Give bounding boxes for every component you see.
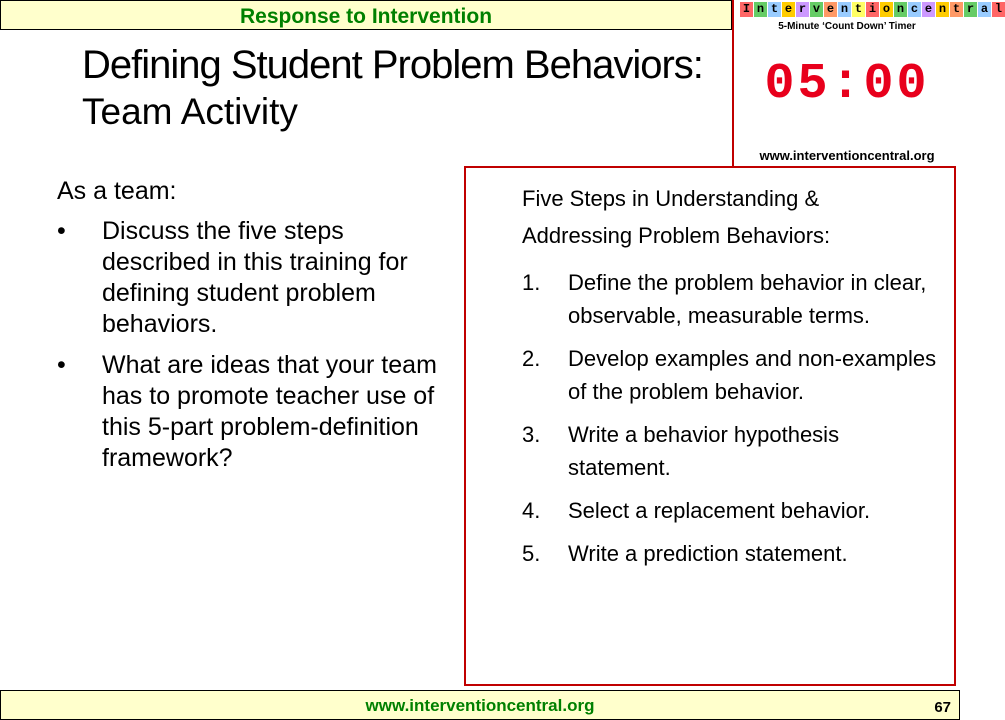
step-text: Write a prediction statement. xyxy=(568,541,848,566)
brand-letter: n xyxy=(936,2,949,17)
header-band xyxy=(0,0,732,30)
slide-title-line2: Team Activity xyxy=(82,91,298,132)
brand-letter: t xyxy=(852,2,865,17)
five-steps-heading: Five Steps in Understanding & Addressing Problem Behaviors: xyxy=(522,186,831,248)
slide-title-line1: Defining Student Problem Behaviors: xyxy=(82,43,703,87)
slide-title xyxy=(82,40,732,134)
brand-letter: o xyxy=(880,2,893,17)
timer-display: 05:00 xyxy=(764,56,930,113)
header-title: Response to Intervention xyxy=(239,5,493,28)
brand-letter: n xyxy=(894,2,907,17)
step-item xyxy=(522,537,942,570)
timer-subtitle: 5-Minute ‘Count Down’ Timer xyxy=(778,21,916,32)
brand-letter: i xyxy=(866,2,879,17)
brand-letter: r xyxy=(964,2,977,17)
brand-letter: n xyxy=(754,2,767,17)
step-item xyxy=(522,494,942,527)
brand-letter: v xyxy=(810,2,823,17)
step-item xyxy=(522,342,942,408)
brand-letter: t xyxy=(768,2,781,17)
step-number: 2. xyxy=(522,346,541,371)
brand-letter: I xyxy=(740,2,753,17)
step-text: Develop examples and non-examples of the problem behavior. xyxy=(568,346,937,404)
brand-letter: a xyxy=(978,2,991,17)
brand-letter: r xyxy=(796,2,809,17)
footer-url[interactable]: www.interventioncentral.org xyxy=(365,696,595,715)
page-number: 67 xyxy=(934,699,951,716)
brand-letter: e xyxy=(824,2,837,17)
team-instructions xyxy=(57,177,437,484)
bullet-text: What are ideas that your team has to promote teacher use of this 5-part problem-definition framework? xyxy=(102,351,437,472)
bullet-mark: • xyxy=(57,351,66,379)
step-text: Write a behavior hypothesis statement. xyxy=(568,422,840,480)
step-item xyxy=(522,266,942,332)
instructions-intro: As a team: xyxy=(57,177,177,205)
brand-letter: l xyxy=(992,2,1005,17)
step-item xyxy=(522,418,942,484)
steps-list xyxy=(522,266,942,580)
step-text: Select a replacement behavior. xyxy=(568,498,871,523)
brand-letter: n xyxy=(838,2,851,17)
instruction-bullet xyxy=(57,216,437,340)
step-number: 4. xyxy=(522,498,541,523)
step-number: 3. xyxy=(522,422,541,447)
brand-letter: c xyxy=(908,2,921,17)
bullet-mark: • xyxy=(57,217,66,245)
countdown-timer xyxy=(732,0,1003,166)
brand-letter: e xyxy=(782,2,795,17)
five-steps-panel xyxy=(464,166,956,686)
timer-brand-logo xyxy=(740,2,1005,17)
bullet-text: Discuss the five steps described in this training for defining student problem behaviors. xyxy=(102,217,408,338)
step-number: 5. xyxy=(522,541,541,566)
timer-url: www.interventioncentral.org xyxy=(759,148,935,163)
brand-letter: t xyxy=(950,2,963,17)
brand-letter: e xyxy=(922,2,935,17)
step-number: 1. xyxy=(522,270,541,295)
instruction-bullet xyxy=(57,350,437,474)
step-text: Define the problem behavior in clear, observable, measurable terms. xyxy=(568,270,927,328)
footer-band xyxy=(0,690,960,720)
